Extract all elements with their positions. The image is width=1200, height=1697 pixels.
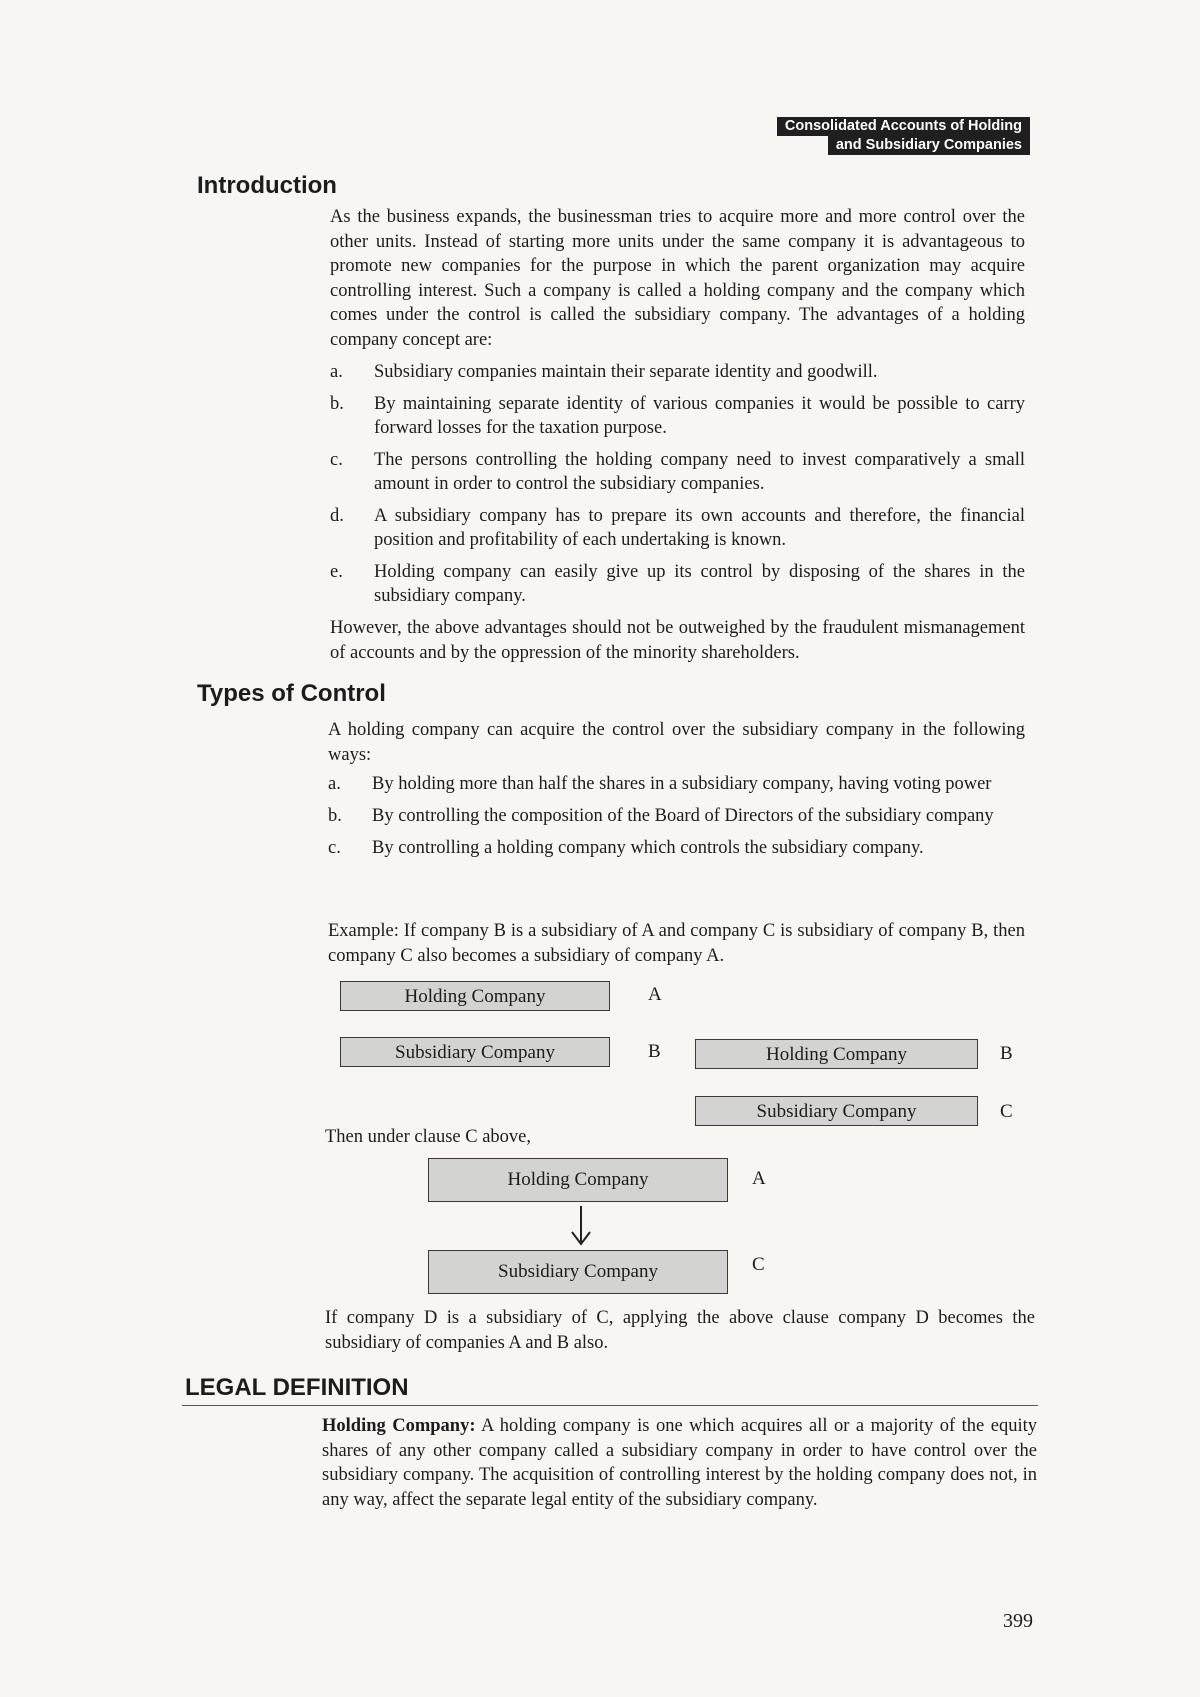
list-item: b. By maintaining separate identity of various companies it would be possible to carry forward losses for the taxation purpose.	[330, 394, 1025, 438]
introduction-closing: However, the above advantages should not be outweighed by the fraudulent mismanagement of accounts and by the oppression of the minority shareholders.	[330, 618, 1025, 663]
holding-company-definition	[322, 1414, 1037, 1512]
list-item: c. By controlling a holding company which controls the subsidiary company.	[328, 838, 924, 858]
introduction-paragraph: As the business expands, the businessman tries to acquire more and more control over the other units. Instead of starting more units under the same company it is advantageous to promote new companies for the purpose in which the parent organization may acquire controlling interest. Such a company is called a holding company and the company which comes under the control is called the subsidiary company. The advantages of a holding company concept are:	[330, 207, 1025, 350]
list-item: e. Holding company can easily give up its control by disposing of the shares in the subsidiary company.	[330, 562, 1025, 606]
holding-company-box-b: Holding Company	[695, 1039, 978, 1069]
chapter-header-line2: and Subsidiary Companies	[828, 136, 1030, 155]
then-clause-text: Then under clause C above,	[325, 1127, 531, 1147]
example-paragraph: Example: If company B is a subsidiary of A and company C is subsidiary of company B, then company C also becomes a subsidiary of company A.	[328, 921, 1025, 966]
list-item: b. By controlling the composition of the Board of Directors of the subsidiary company	[328, 806, 994, 826]
section-divider	[182, 1405, 1038, 1406]
subsidiary-company-box-c: Subsidiary Company	[695, 1096, 978, 1126]
definition-term: Holding Company:	[322, 1416, 476, 1436]
down-arrow-icon	[566, 1204, 596, 1248]
company-tag-a-second: A	[752, 1168, 766, 1189]
types-of-control-heading: Types of Control	[197, 680, 386, 707]
company-tag-b-right: B	[1000, 1043, 1013, 1064]
page-number: 399	[1003, 1610, 1033, 1632]
company-tag-a: A	[648, 984, 662, 1005]
legal-definition-heading: LEGAL DEFINITION	[185, 1374, 409, 1401]
list-item: c. The persons controlling the holding company need to invest comparatively a small amount in order to control the subsidiary companies.	[330, 450, 1025, 494]
holding-company-box-a: Holding Company	[340, 981, 610, 1011]
advantages-list	[330, 360, 1025, 608]
chapter-header-line1: Consolidated Accounts of Holding	[777, 117, 1030, 136]
control-methods-list	[328, 772, 1025, 860]
holding-company-box-a-second: Holding Company	[428, 1158, 728, 1202]
list-item: a. Subsidiary companies maintain their separate identity and goodwill.	[330, 362, 878, 382]
subsidiary-company-box-c-second: Subsidiary Company	[428, 1250, 728, 1294]
company-tag-c-right: C	[1000, 1101, 1013, 1122]
company-tag-b: B	[648, 1041, 661, 1062]
definition-text: A holding company is one which acquires all or a majority of the equity shares of any other company called a subsidiary company in order to have control over the subsidiary company. The acquisition of controlling interest by the holding company does not, in any way, affect the separate legal entity of the subsidiary company.	[322, 1416, 1037, 1510]
company-tag-c-second: C	[752, 1254, 765, 1275]
introduction-heading: Introduction	[197, 172, 337, 199]
subsidiary-company-box-b: Subsidiary Company	[340, 1037, 610, 1067]
types-of-control-intro: A holding company can acquire the control over the subsidiary company in the following ways:	[328, 720, 1025, 765]
list-item: a. By holding more than half the shares in a subsidiary company, having voting power	[328, 774, 992, 794]
list-item: d. A subsidiary company has to prepare its own accounts and therefore, the financial position and profitability of each undertaking is known.	[330, 506, 1025, 550]
chapter-header	[777, 117, 1030, 155]
subsidiary-d-paragraph: If company D is a subsidiary of C, applying the above clause company D becomes the subsidiary of companies A and B also.	[325, 1308, 1035, 1353]
